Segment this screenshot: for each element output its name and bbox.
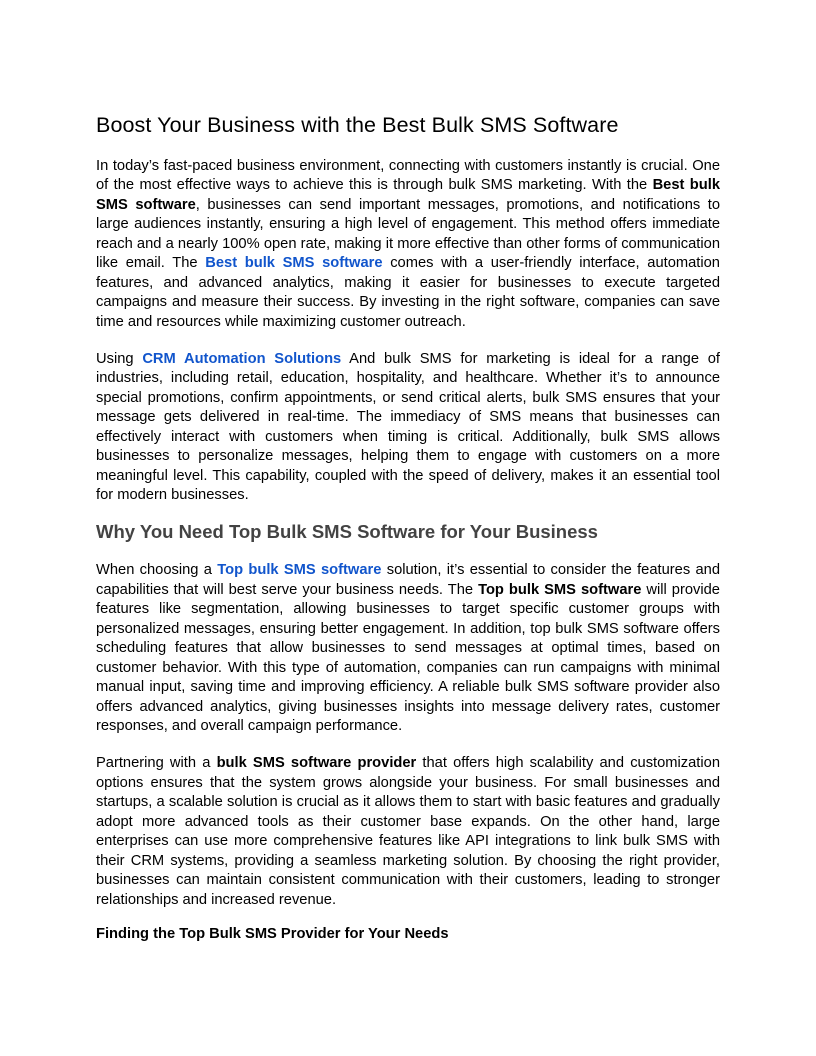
text-run: comes with a user-friendly interface, automation features, and advanced analytics, making it easier for businesses to execute targeted campaigns and measure their success. By investing in the right software, companies can save time and resources while maximizing customer outreach. xyxy=(96,255,720,330)
paragraph-intro xyxy=(96,157,720,333)
bold-text-best-bulk-sms-software: Best bulk SMS software xyxy=(96,177,720,213)
document-title: Boost Your Business with the Best Bulk SMS Software xyxy=(96,113,619,137)
text-run: will provide features like segmentation, allowing businesses to target specific customer groups with personalized messages, ensuring better engagement. In addition, top bulk SMS software offers scheduling features that allow businesses to send messages at optimal times, based on customer behavior. With this type of automation, companies can run campaigns with minimal manual input, saving time and improving efficiency. A reliable bulk SMS software provider also offers advanced analytics, giving businesses insights into message delivery rates, customer responses, and overall campaign performance. xyxy=(96,581,720,734)
bold-text-bulk-sms-software-provider: bulk SMS software provider xyxy=(216,755,417,771)
text-run: solution, it’s essential to consider the features and capabilities that will best serve your business needs. The xyxy=(96,562,720,598)
text-run: , businesses can send important messages, promotions, and notifications to large audiences instantly, ensuring a high level of engagement. This method offers immediate reach and a nearly 100% open rate, making it more effective than other forms of communication like email. The xyxy=(96,196,720,271)
paragraph-industries xyxy=(96,350,720,506)
paragraph-partnering xyxy=(96,754,720,910)
text-run: that offers high scalability and customization options ensures that the system grows alongside your business. For small businesses and startups, a scalable solution is crucial as it allows them to start with basic features and gradually adopt more advanced tools as their customer base expands. On the other hand, large enterprises can use more comprehensive features like API integrations to link bulk SMS with their CRM systems, providing a seamless marketing solution. By choosing the right provider, businesses can maintain consistent communication with their customers, leading to stronger relationships and increased revenue. xyxy=(96,755,720,908)
text-run: And bulk SMS for marketing is ideal for a range of industries, including retail, education, hospitality, and healthcare. Whether it’s to announce special promotions, confirm appointments, or send critical alerts, bulk SMS ensures that your message gets delivered in real-time. The immediacy of SMS means that businesses can effectively interact with customers when timing is critical. Additionally, bulk SMS allows businesses to personalize messages, helping them to engage with customers on a more meaningful level. This capability, coupled with the speed of delivery, makes it an essential tool for modern businesses. xyxy=(96,350,720,503)
section-heading-why-you-need: Why You Need Top Bulk SMS Software for Your Business xyxy=(96,520,598,542)
text-run: When choosing a xyxy=(96,562,218,578)
link-crm-automation-solutions[interactable]: CRM Automation Solutions xyxy=(142,350,342,367)
paragraph-choosing xyxy=(96,561,720,737)
text-run: In today’s fast-paced business environment, connecting with customers instantly is crucial. One of the most effective ways to achieve this is through bulk SMS marketing. With the xyxy=(96,157,720,193)
text-run: Using xyxy=(96,350,143,367)
subsection-heading-finding-provider: Finding the Top Bulk SMS Provider for Your Needs xyxy=(96,926,449,942)
text-run: Partnering with a xyxy=(96,755,217,771)
link-best-bulk-sms-software[interactable]: Best bulk SMS software xyxy=(205,255,383,271)
bold-text-top-bulk-sms-software: Top bulk SMS software xyxy=(478,581,642,598)
link-top-bulk-sms-software[interactable]: Top bulk SMS software xyxy=(217,562,382,578)
